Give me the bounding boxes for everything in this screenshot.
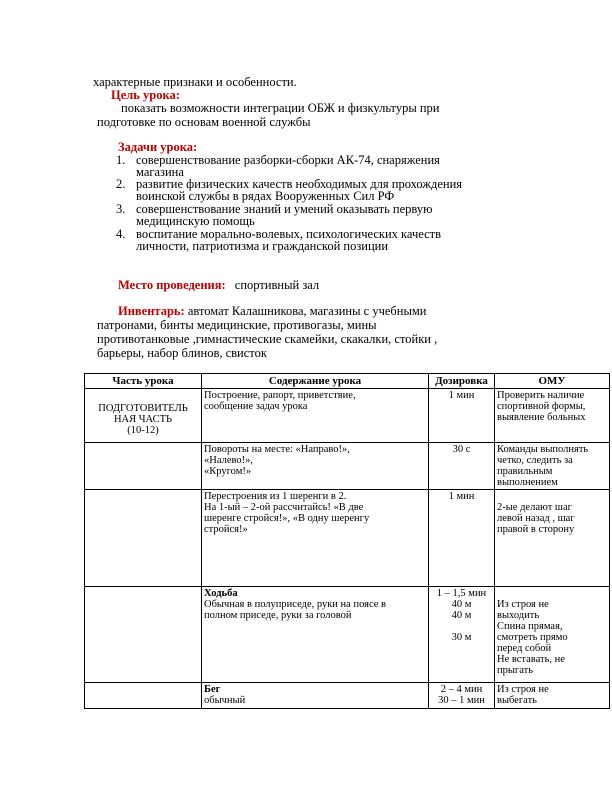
lesson-table	[84, 373, 610, 709]
cell-omu-line: спортивной формы,	[497, 401, 586, 412]
task-item	[116, 178, 536, 203]
table-row	[85, 443, 610, 490]
cell-omu-line: выходить	[497, 610, 540, 621]
inventory-line-2: патронами, бинты медицинские, противогазы, мины	[97, 318, 377, 332]
cell-part	[85, 587, 202, 683]
cell-dose	[429, 389, 495, 443]
cell-omu-line: Команды выполнять	[497, 444, 589, 455]
cell-omu-line: правой в сторону	[497, 524, 575, 535]
goal-heading: Цель урока:	[111, 88, 180, 102]
cell-dose-line: 40 м	[451, 599, 472, 610]
task-text: совершенствование знаний и умений оказывать первую медицинскую помощь	[136, 202, 433, 228]
task-text: совершенствование разборки-сборки АК-74, снаряжения магазина	[136, 153, 440, 179]
table-row	[85, 587, 610, 683]
table-row	[85, 490, 610, 587]
cell-omu	[495, 683, 610, 709]
cell-content-line: обычный	[204, 695, 246, 706]
cell-omu-line: четко, следить за	[497, 455, 573, 466]
inventory-text-1: автомат Калашникова, магазины с учебными	[184, 304, 427, 318]
task-item	[116, 228, 536, 253]
inventory-line-4: барьеры, набор блинов, свисток	[97, 346, 267, 360]
cell-dose-line: 1 – 1,5 мин	[436, 588, 487, 599]
tasks-heading: Задачи урока:	[118, 140, 198, 154]
goal-line-2: подготовке по основам военной службы	[97, 115, 311, 129]
goal-line-1: показать возможности интеграции ОБЖ и физкультуры при	[121, 101, 440, 115]
inventory-line-3: противотанковые ,гимнастические скамейки, скакалки, стойки ,	[97, 332, 438, 346]
cell-dose-line: 2 – 4 мин	[440, 684, 483, 695]
cell-content-line: стройся!»	[204, 524, 248, 535]
cell-part	[85, 683, 202, 709]
cell-omu-line: Из строя не	[497, 684, 549, 695]
cell-omu-line	[497, 491, 607, 502]
task-item	[116, 203, 536, 228]
cell-dose-line: 30 – 1 мин	[438, 695, 485, 706]
header-part: Часть урока	[85, 374, 202, 389]
cell-content-line: Повороты на месте: «Направо!»,	[204, 444, 350, 455]
cell-omu-line: Из строя не	[497, 599, 549, 610]
place-line	[118, 279, 319, 292]
content-title: Ходьба	[204, 588, 238, 599]
cell-dose-line: 40 м	[451, 610, 472, 621]
cell-content-line: «Налево!»,	[204, 455, 253, 466]
cell-omu	[495, 443, 610, 490]
cell-omu-line: правильным	[497, 466, 553, 477]
cell-content	[202, 389, 429, 443]
cell-content-line: полном приседе, руки за головой	[204, 610, 352, 621]
header-content: Содержание урока	[202, 374, 429, 389]
cell-dose-line: 1 мин	[448, 390, 475, 401]
table-row	[85, 683, 610, 709]
cell-omu-line: выполнением	[497, 477, 558, 488]
cell-content	[202, 490, 429, 587]
cell-part-line: ПОДГОТОВИТЕЛЬ	[98, 403, 188, 414]
cell-dose	[429, 490, 495, 587]
task-number: 1.	[116, 153, 126, 167]
cell-dose-line: 30 м	[451, 632, 472, 643]
task-item	[116, 154, 536, 178]
content-title: Бег	[204, 684, 221, 695]
cell-dose-line: 1 мин	[448, 491, 475, 502]
place-value: спортивный зал	[234, 278, 320, 292]
cell-omu-line: Не вставать, не	[497, 654, 565, 665]
cell-omu-line: левой назад , шаг	[497, 513, 575, 524]
cell-part-line: (10-12)	[127, 425, 159, 436]
cell-part-line: НАЯ ЧАСТЬ	[113, 414, 173, 425]
cell-content	[202, 683, 429, 709]
task-text: воспитание морально-волевых, психологических качеств личности, патриотизма и гражданской позиции	[136, 227, 442, 253]
cell-content	[202, 443, 429, 490]
cell-omu-line: выявление больных	[497, 412, 586, 423]
cell-omu-line: Спина прямая,	[497, 621, 563, 632]
cell-dose	[429, 587, 495, 683]
cell-content-line: Перестроения из 1 шеренги в 2.	[204, 491, 347, 502]
cell-part	[85, 490, 202, 587]
cell-omu	[495, 587, 610, 683]
cell-omu-line: прыгать	[497, 665, 533, 676]
header-dose: Дозировка	[429, 374, 495, 389]
table-row	[85, 389, 610, 443]
cell-omu-line	[497, 588, 607, 599]
cell-content-line: Построение, рапорт, приветствие,	[204, 390, 356, 401]
cell-content-line: сообщение задач урока	[204, 401, 308, 412]
tasks-list	[116, 154, 536, 253]
cell-part	[85, 389, 202, 443]
cell-omu-line: выбегать	[497, 695, 537, 706]
task-number: 3.	[116, 202, 126, 216]
cell-part	[85, 443, 202, 490]
place-label: Место проведения:	[118, 278, 226, 292]
inventory-line-1	[118, 305, 426, 318]
cell-content	[202, 587, 429, 683]
task-number: 2.	[116, 177, 126, 191]
cell-dose	[429, 683, 495, 709]
cell-content-line: На 1-ый – 2-ой рассчитайсь! «В две	[204, 502, 364, 513]
cell-content-line: Обычная в полуприседе, руки на поясе в	[204, 599, 386, 610]
cell-omu-line: 2-ые делают шаг	[497, 502, 572, 513]
cell-omu-line: перед собой	[497, 643, 552, 654]
cell-omu-line: Проверить наличие	[497, 390, 585, 401]
inventory-label: Инвентарь:	[118, 304, 185, 318]
cell-dose-line	[431, 621, 492, 632]
cell-omu	[495, 490, 610, 587]
header-omu: ОМУ	[495, 374, 610, 389]
task-text: развитие физических качеств необходимых для прохождения воинской службы в рядах Вооруженных Сил РФ	[136, 177, 463, 203]
cell-dose	[429, 443, 495, 490]
intro-line: характерные признаки и особенности.	[93, 75, 297, 89]
cell-content-line: «Кругом!»	[204, 466, 252, 477]
cell-omu	[495, 389, 610, 443]
cell-dose-line: 30 с	[452, 444, 471, 455]
cell-content-line: шеренге стройся!», «В одну шеренгу	[204, 513, 370, 524]
cell-omu-line: смотреть прямо	[497, 632, 568, 643]
table-header-row	[85, 374, 610, 389]
task-number: 4.	[116, 227, 126, 241]
